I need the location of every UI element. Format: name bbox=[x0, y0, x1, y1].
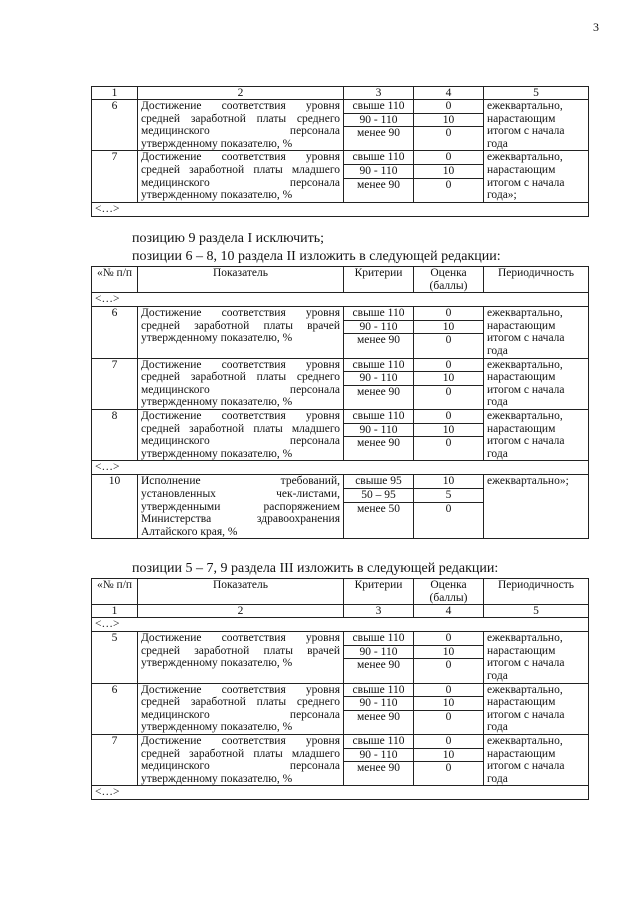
criteria-cell bbox=[344, 151, 414, 202]
indicator-cell: Достижение соответствия уровня средней заработной платы младшего медицинского персонала утвержденному показателю, % bbox=[138, 409, 344, 460]
criterion: менее 90 bbox=[356, 385, 401, 398]
score-cell bbox=[414, 151, 484, 202]
score: 10 bbox=[414, 749, 483, 763]
table-row bbox=[92, 100, 589, 151]
ellipsis-row bbox=[92, 786, 589, 800]
score: 10 bbox=[414, 424, 483, 438]
column-number: 5 bbox=[484, 87, 589, 100]
score: 0 bbox=[414, 151, 483, 165]
criterion: свыше 110 bbox=[344, 735, 413, 749]
score: 10 bbox=[414, 646, 483, 660]
criterion: свыше 110 bbox=[344, 632, 413, 646]
indicator-cell: Достижение соответствия уровня средней заработной платы среднего медицинского персонала утвержденному показателю, % bbox=[138, 358, 344, 409]
column-number: 1 bbox=[92, 605, 138, 618]
score: 10 bbox=[414, 697, 483, 711]
score: 0 bbox=[445, 502, 452, 515]
table-section-2 bbox=[91, 266, 589, 539]
row-number: 6 bbox=[92, 683, 138, 734]
score: 0 bbox=[445, 437, 452, 450]
header-periodicity: Периодичность bbox=[484, 267, 589, 293]
score: 10 bbox=[414, 321, 483, 335]
row-number: 7 bbox=[92, 734, 138, 785]
periodicity-cell: ежеквартально, нарастающим итогом с начала года bbox=[484, 409, 589, 460]
periodicity-cell: ежеквартально»; bbox=[484, 475, 589, 539]
criterion: 50 – 95 bbox=[344, 489, 413, 503]
column-number: 4 bbox=[414, 87, 484, 100]
page-number: 3 bbox=[593, 20, 599, 34]
criterion: менее 90 bbox=[356, 334, 401, 347]
criterion: менее 90 bbox=[356, 710, 401, 723]
criterion: свыше 110 bbox=[344, 410, 413, 424]
criterion: свыше 110 bbox=[344, 151, 413, 165]
header-criteria: Критерии bbox=[344, 579, 414, 605]
criterion: менее 90 bbox=[356, 659, 401, 672]
table-row bbox=[92, 307, 589, 358]
score-cell bbox=[414, 734, 484, 785]
score-cell bbox=[414, 475, 484, 539]
criteria-cell bbox=[344, 100, 414, 151]
header-row bbox=[92, 579, 589, 605]
score: 0 bbox=[445, 762, 452, 775]
row-number: 8 bbox=[92, 409, 138, 460]
header-score: Оценка (баллы) bbox=[414, 267, 484, 293]
criterion: 90 - 110 bbox=[344, 321, 413, 335]
table-row bbox=[92, 632, 589, 683]
criterion: свыше 110 bbox=[344, 307, 413, 321]
table-row bbox=[92, 151, 589, 202]
score: 0 bbox=[414, 359, 483, 373]
criteria-cell bbox=[344, 307, 414, 358]
row-number: 5 bbox=[92, 632, 138, 683]
criterion: менее 90 bbox=[356, 762, 401, 775]
column-number: 3 bbox=[344, 87, 414, 100]
criterion: свыше 95 bbox=[344, 475, 413, 489]
score: 0 bbox=[414, 100, 483, 114]
score: 0 bbox=[445, 659, 452, 672]
criterion: менее 90 bbox=[356, 437, 401, 450]
criteria-cell bbox=[344, 734, 414, 785]
score: 0 bbox=[445, 385, 452, 398]
header-score: Оценка (баллы) bbox=[414, 579, 484, 605]
indicator-cell: Достижение соответствия уровня средней заработной платы среднего медицинского персонала утвержденному показателю, % bbox=[138, 100, 344, 151]
table-section-3 bbox=[91, 578, 589, 800]
score: 0 bbox=[445, 334, 452, 347]
criterion: свыше 110 bbox=[344, 359, 413, 373]
periodicity-cell: ежеквартально, нарастающим итогом с начала года bbox=[484, 734, 589, 785]
table-row bbox=[92, 475, 589, 539]
criteria-cell bbox=[344, 358, 414, 409]
header-periodicity: Периодичность bbox=[484, 579, 589, 605]
periodicity-cell: ежеквартально, нарастающим итогом с начала года»; bbox=[484, 151, 589, 202]
indicator-cell: Достижение соответствия уровня средней заработной платы врачей утвержденному показателю, % bbox=[138, 632, 344, 683]
paragraph-section-2-intro: позиции 6 – 8, 10 раздела II изложить в следующей редакции: bbox=[132, 249, 501, 264]
ellipsis: <…> bbox=[92, 618, 589, 632]
criterion: 90 - 110 bbox=[344, 697, 413, 711]
paragraph-delete-position: позицию 9 раздела I исключить; bbox=[132, 231, 324, 246]
table-row bbox=[92, 358, 589, 409]
indicator-cell: Достижение соответствия уровня средней заработной платы младшего медицинского персонала утвержденному показателю, % bbox=[138, 734, 344, 785]
indicator-cell: Исполнение требований, установленных чек-листами, утвержденными распоряжением Министерства здравоохранения Алтайского края, % bbox=[138, 475, 344, 539]
ellipsis-row bbox=[92, 618, 589, 632]
column-number: 2 bbox=[138, 605, 344, 618]
column-number: 5 bbox=[484, 605, 589, 618]
column-number: 2 bbox=[138, 87, 344, 100]
header-indicator: Показатель bbox=[138, 267, 344, 293]
criterion: 90 - 110 bbox=[344, 424, 413, 438]
periodicity-cell: ежеквартально, нарастающим итогом с начала года bbox=[484, 358, 589, 409]
criterion: менее 90 bbox=[356, 127, 401, 140]
table-row bbox=[92, 734, 589, 785]
periodicity-cell: ежеквартально, нарастающим итогом с начала года bbox=[484, 307, 589, 358]
table-section-1-tail bbox=[91, 86, 589, 217]
score: 5 bbox=[414, 489, 483, 503]
score: 0 bbox=[445, 178, 452, 191]
table-row bbox=[92, 683, 589, 734]
score-cell bbox=[414, 683, 484, 734]
criterion: 90 - 110 bbox=[344, 749, 413, 763]
indicator-cell: Достижение соответствия уровня средней заработной платы младшего медицинского персонала утвержденному показателю, % bbox=[138, 151, 344, 202]
ellipsis-row bbox=[92, 293, 589, 307]
indicator-cell: Достижение соответствия уровня средней заработной платы врачей утвержденному показателю, % bbox=[138, 307, 344, 358]
score-cell bbox=[414, 632, 484, 683]
criterion: свыше 110 bbox=[344, 100, 413, 114]
ellipsis: <…> bbox=[92, 293, 589, 307]
criterion: 90 - 110 bbox=[344, 114, 413, 128]
row-number: 7 bbox=[92, 151, 138, 202]
row-number: 6 bbox=[92, 100, 138, 151]
criterion: менее 50 bbox=[356, 502, 401, 515]
table-row bbox=[92, 409, 589, 460]
column-number: 3 bbox=[344, 605, 414, 618]
header-row bbox=[92, 267, 589, 293]
score: 0 bbox=[414, 735, 483, 749]
score: 10 bbox=[414, 114, 483, 128]
score: 0 bbox=[414, 632, 483, 646]
column-number: 4 bbox=[414, 605, 484, 618]
score: 10 bbox=[414, 372, 483, 386]
score: 0 bbox=[445, 710, 452, 723]
score-cell bbox=[414, 358, 484, 409]
header-indicator: Показатель bbox=[138, 579, 344, 605]
criterion: 90 - 110 bbox=[344, 646, 413, 660]
criterion: свыше 110 bbox=[344, 684, 413, 698]
paragraph-section-3-intro: позиции 5 – 7, 9 раздела III изложить в следующей редакции: bbox=[132, 561, 499, 576]
criteria-cell bbox=[344, 683, 414, 734]
criterion: менее 90 bbox=[356, 178, 401, 191]
row-number: 6 bbox=[92, 307, 138, 358]
criterion: 90 - 110 bbox=[344, 165, 413, 179]
score: 0 bbox=[445, 127, 452, 140]
score: 0 bbox=[414, 684, 483, 698]
column-number: 1 bbox=[92, 87, 138, 100]
score: 10 bbox=[414, 165, 483, 179]
score: 0 bbox=[414, 410, 483, 424]
criterion: 90 - 110 bbox=[344, 372, 413, 386]
ellipsis: <…> bbox=[92, 202, 589, 216]
ellipsis: <…> bbox=[92, 461, 589, 475]
criteria-cell bbox=[344, 632, 414, 683]
periodicity-cell: ежеквартально, нарастающим итогом с начала года bbox=[484, 632, 589, 683]
criteria-cell bbox=[344, 409, 414, 460]
score-cell bbox=[414, 307, 484, 358]
indicator-cell: Достижение соответствия уровня средней заработной платы среднего медицинского персонала утвержденному показателю, % bbox=[138, 683, 344, 734]
ellipsis-row bbox=[92, 461, 589, 475]
column-number-row bbox=[92, 87, 589, 100]
ellipsis-row bbox=[92, 202, 589, 216]
header-num: «№ п/п bbox=[92, 579, 138, 605]
score: 10 bbox=[414, 475, 483, 489]
row-number: 7 bbox=[92, 358, 138, 409]
score-cell bbox=[414, 409, 484, 460]
periodicity-cell: ежеквартально, нарастающим итогом с начала года bbox=[484, 683, 589, 734]
row-number: 10 bbox=[92, 475, 138, 539]
header-criteria: Критерии bbox=[344, 267, 414, 293]
score: 0 bbox=[414, 307, 483, 321]
ellipsis: <…> bbox=[92, 786, 589, 800]
periodicity-cell: ежеквартально, нарастающим итогом с начала года bbox=[484, 100, 589, 151]
score-cell bbox=[414, 100, 484, 151]
criteria-cell bbox=[344, 475, 414, 539]
header-num: «№ п/п bbox=[92, 267, 138, 293]
column-number-row bbox=[92, 605, 589, 618]
